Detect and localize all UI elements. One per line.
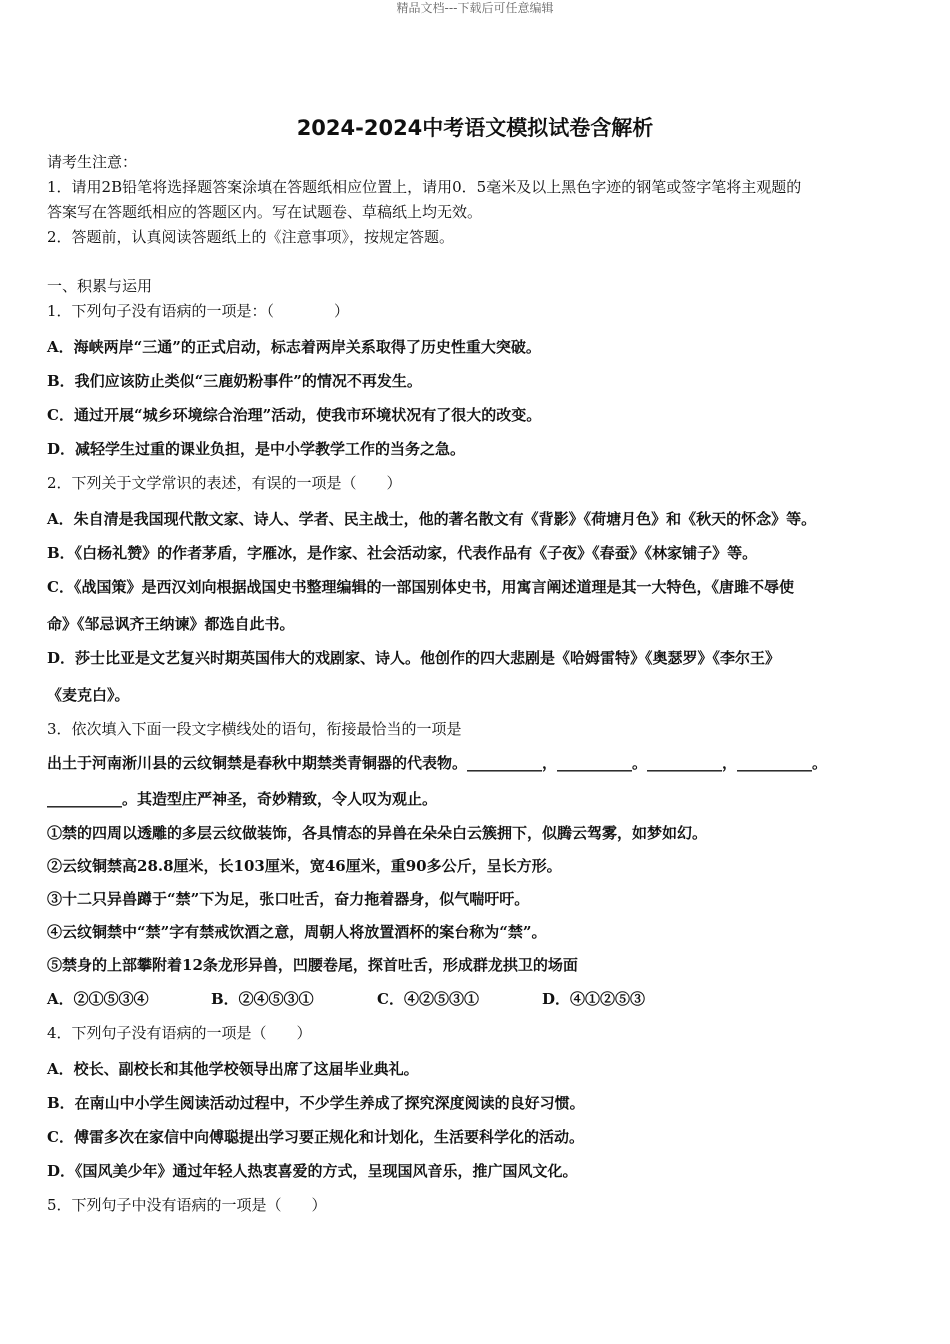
q2-option-a: A．朱自清是我国现代散文家、诗人、学者、民主战士，他的著名散文有《背影》《荷塘月色》和《秋天的怀念》等。 <box>47 510 817 528</box>
q4-stem: 4．下列句子没有语病的一项是（ ） <box>47 1024 312 1042</box>
q2-option-c-line-2: 命》《邹忌讽齐王纳谏》都选自此书。 <box>47 615 295 633</box>
q1-option-d: D．减轻学生过重的课业负担，是中小学教学工作的当务之急。 <box>47 440 466 458</box>
notice-item-1-line-1: 1．请用2B铅笔将选择题答案涂填在答题纸相应位置上，请用0．5毫米及以上黑色字迹的钢笔或签字笔将主观题的 <box>47 178 802 196</box>
q2-stem: 2．下列关于文学常识的表述，有误的一项是（ ） <box>47 474 402 492</box>
q3-sentence-1: ①禁的四周以透雕的多层云纹做装饰，各具情态的异兽在朵朵白云簇拥下，似腾云驾雾，如梦如幻。 <box>47 824 708 842</box>
q3-option-a: A．②①⑤③④ <box>47 990 149 1008</box>
q2-option-c-line-1: C．《战国策》是西汉刘向根据战国史书整理编辑的一部国别体史书，用寓言阐述道理是其一大特色，《唐雎不辱使 <box>47 578 794 596</box>
q1-stem: 1．下列句子没有语病的一项是：（ ） <box>47 302 350 320</box>
q1-option-b: B．我们应该防止类似“三鹿奶粉事件”的情况不再发生。 <box>47 372 422 390</box>
q2-option-d-line-1: D．莎士比亚是文艺复兴时期英国伟大的戏剧家、诗人。他创作的四大悲剧是《哈姆雷特》《奥瑟罗》《李尔王》 <box>47 649 781 667</box>
q1-option-a: A．海峡两岸“三通”的正式启动，标志着两岸关系取得了历史性重大突破。 <box>47 338 541 356</box>
q4-option-b: B．在南山中小学生阅读活动过程中，不少学生养成了探究深度阅读的良好习惯。 <box>47 1094 585 1112</box>
notice-heading: 请考生注意： <box>47 153 138 171</box>
q3-sentence-2: ②云纹铜禁高28.8厘米，长103厘米，宽46厘米，重90多公斤，呈长方形。 <box>47 857 562 875</box>
q3-stem: 3．依次填入下面一段文字横线处的语句，衔接最恰当的一项是 <box>47 720 462 738</box>
q3-option-d: D．④①②⑤③ <box>542 990 646 1008</box>
page-title: 2024-2024中考语文模拟试卷含解析 <box>296 116 654 140</box>
q1-option-c: C．通过开展“城乡环境综合治理”活动，使我市环境状况有了很大的改变。 <box>47 406 542 424</box>
section-heading: 一、积累与运用 <box>47 277 153 295</box>
q3-option-c: C．④②⑤③① <box>377 990 479 1008</box>
notice-item-2: 2．答题前，认真阅读答题纸上的《注意事项》，按规定答题。 <box>47 228 455 246</box>
q4-option-a: A．校长、副校长和其他学校领导出席了这届毕业典礼。 <box>47 1060 419 1078</box>
q3-option-b: B．②④⑤③① <box>211 990 314 1008</box>
q4-option-c: C．傅雷多次在家信中向傅聪提出学习要正规化和计划化，生活要科学化的活动。 <box>47 1128 584 1146</box>
q3-passage-line-2: __________。其造型庄严神圣，奇妙精致，令人叹为观止。 <box>47 790 438 808</box>
q3-sentence-5: ⑤禁身的上部攀附着12条龙形异兽，凹腰卷尾，探首吐舌，形成群龙拱卫的场面 <box>47 956 578 974</box>
q3-sentence-4: ④云纹铜禁中“禁”字有禁戒饮酒之意，周朝人将放置酒杯的案台称为“禁”。 <box>47 923 547 941</box>
q2-option-b: B．《白杨礼赞》的作者茅盾，字雁冰，是作家、社会活动家，代表作品有《子夜》《春蚕》《林家铺子》等。 <box>47 544 758 562</box>
q2-option-d-line-2: 《麦克白》。 <box>47 686 130 704</box>
notice-item-1-line-2: 答案写在答题纸相应的答题区内。写在试题卷、草稿纸上均无效。 <box>47 203 483 221</box>
q3-passage-line-1: 出土于河南淅川县的云纹铜禁是春秋中期禁类青铜器的代表物。__________，__________。__________，__________。 <box>47 754 828 772</box>
q3-sentence-3: ③十二只异兽蹲于“禁”下为足，张口吐舌，奋力拖着器身，似气喘吁吁。 <box>47 890 530 908</box>
q5-stem: 5．下列句子中没有语病的一项是（ ） <box>47 1196 327 1214</box>
watermark: 精品文档---下载后可任意编辑 <box>396 1 554 15</box>
q4-option-d: D．《国风美少年》通过年轻人热衷喜爱的方式，呈现国风音乐，推广国风文化。 <box>47 1162 578 1180</box>
